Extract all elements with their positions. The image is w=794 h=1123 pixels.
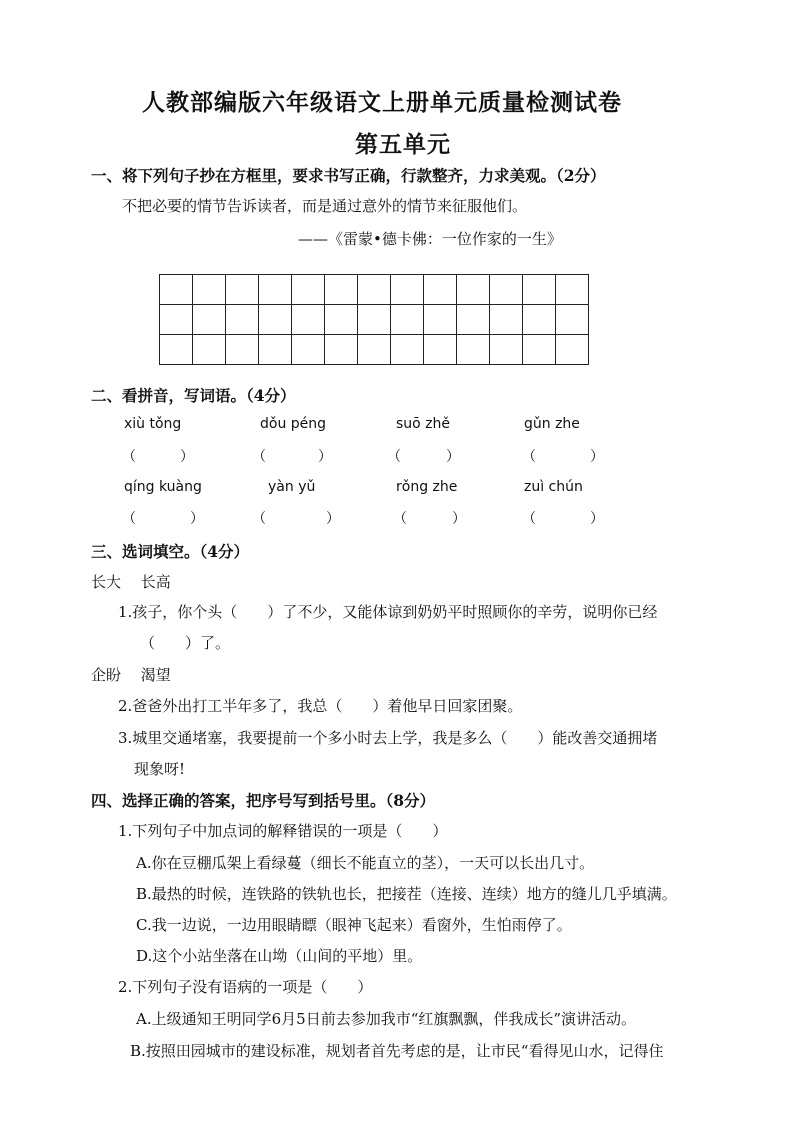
option-4-1-b: B.最热的时候，连铁路的铁轨也长，把接茬（连接、连续）地方的缝儿几乎填满。	[136, 885, 677, 903]
answer-bracket-right: ）	[190, 511, 204, 527]
grid-cell[interactable]	[226, 305, 259, 335]
answer-bracket-right: ）	[590, 449, 604, 465]
option-4-1-c: C.我一边说，一边用眼睛瞟（眼神飞起来）看窗外，生怕雨停了。	[136, 916, 572, 934]
page-title: 人教部编版六年级语文上册单元质量检测试卷	[142, 89, 622, 116]
section-4-heading: 四、选择正确的答案，把序号写到括号里。（8分）	[91, 791, 436, 810]
grid-cell[interactable]	[523, 275, 556, 305]
word-choices-1: 长大 长高	[91, 573, 171, 591]
grid-cell[interactable]	[556, 335, 589, 365]
grid-cell[interactable]	[424, 335, 457, 365]
answer-bracket-left: （	[387, 449, 401, 465]
pinyin-xiutong: xiù tǒng	[124, 416, 182, 432]
sentence-source: ——《雷蒙•德卡佛：一位作家的一生》	[298, 230, 562, 248]
grid-cell[interactable]	[358, 335, 391, 365]
answer-bracket-right: ）	[318, 449, 332, 465]
answer-bracket-left: （	[122, 511, 136, 527]
question-3-3-line-2: 现象呀!	[134, 760, 186, 778]
writing-grid[interactable]	[159, 274, 589, 365]
grid-cell[interactable]	[259, 335, 292, 365]
answer-bracket-left: （	[122, 449, 136, 465]
grid-cell[interactable]	[193, 275, 226, 305]
grid-cell[interactable]	[490, 275, 523, 305]
grid-cell[interactable]	[226, 335, 259, 365]
pinyin-rongzhe: rǒng zhe	[396, 479, 458, 495]
grid-row	[160, 305, 589, 335]
grid-cell[interactable]	[292, 305, 325, 335]
grid-cell[interactable]	[259, 275, 292, 305]
grid-cell[interactable]	[523, 305, 556, 335]
pinyin-yanyu: yàn yǔ	[268, 479, 316, 495]
pinyin-gunzhe: gǔn zhe	[524, 416, 580, 432]
answer-bracket-right: ）	[326, 511, 340, 527]
grid-cell[interactable]	[259, 305, 292, 335]
grid-cell[interactable]	[391, 335, 424, 365]
grid-cell[interactable]	[160, 335, 193, 365]
copy-sentence: 不把必要的情节告诉读者，而是通过意外的情节来征服他们。	[122, 197, 528, 215]
grid-cell[interactable]	[325, 335, 358, 365]
answer-bracket-right: ）	[446, 449, 460, 465]
pinyin-doupeng: dǒu péng	[260, 416, 327, 432]
question-3-1-line-2: （ ）了。	[140, 634, 231, 652]
grid-cell[interactable]	[292, 335, 325, 365]
pinyin-zuichun: zuì chún	[524, 479, 583, 495]
grid-cell[interactable]	[457, 335, 490, 365]
section-3-heading: 三、选词填空。（4分）	[91, 542, 250, 561]
answer-bracket-right: ）	[590, 511, 604, 527]
answer-bracket-left: （	[393, 511, 407, 527]
section-2-heading: 二、看拼音，写词语。（4分）	[91, 386, 296, 405]
grid-cell[interactable]	[193, 305, 226, 335]
question-4-2: 2.下列句子没有语病的一项是（ ）	[118, 978, 373, 996]
answer-bracket-left: （	[252, 511, 266, 527]
answer-bracket-right: ）	[180, 449, 194, 465]
grid-cell[interactable]	[523, 335, 556, 365]
grid-cell[interactable]	[226, 275, 259, 305]
unit-title: 第五单元	[355, 131, 451, 158]
pinyin-suozhe: suō zhě	[396, 416, 451, 432]
grid-cell[interactable]	[457, 275, 490, 305]
grid-cell[interactable]	[292, 275, 325, 305]
grid-cell[interactable]	[358, 275, 391, 305]
answer-bracket-left: （	[252, 449, 266, 465]
grid-cell[interactable]	[160, 305, 193, 335]
grid-cell[interactable]	[457, 305, 490, 335]
grid-cell[interactable]	[490, 305, 523, 335]
grid-cell[interactable]	[325, 275, 358, 305]
grid-cell[interactable]	[391, 305, 424, 335]
option-4-1-a: A.你在豆棚瓜架上看绿蔓（细长不能直立的茎），一天可以长出几寸。	[136, 854, 595, 872]
question-4-1: 1.下列句子中加点词的解释错误的一项是（ ）	[118, 822, 448, 840]
question-3-1-line-1: 1.孩子，你个头（ ）了不少，又能体谅到奶奶平时照顾你的辛劳，说明你已经	[118, 603, 658, 621]
grid-cell[interactable]	[490, 335, 523, 365]
answer-bracket-left: （	[522, 449, 536, 465]
grid-cell[interactable]	[325, 305, 358, 335]
option-4-1-d: D.这个小站坐落在山坳（山间的平地）里。	[136, 947, 423, 965]
grid-cell[interactable]	[556, 305, 589, 335]
grid-cell[interactable]	[424, 275, 457, 305]
question-3-3-line-1: 3.城里交通堵塞，我要提前一个多小时去上学，我是多么（ ）能改善交通拥堵	[118, 729, 658, 747]
option-4-2-a: A.上级通知王明同学6月5日前去参加我市“红旗飘飘，伴我成长”演讲活动。	[136, 1010, 637, 1028]
grid-cell[interactable]	[391, 275, 424, 305]
grid-cell[interactable]	[424, 305, 457, 335]
grid-row	[160, 275, 589, 305]
grid-cell[interactable]	[358, 305, 391, 335]
pinyin-qingkuang: qíng kuàng	[124, 479, 202, 495]
grid-row	[160, 335, 589, 365]
answer-bracket-left: （	[522, 511, 536, 527]
grid-cell[interactable]	[556, 275, 589, 305]
grid-cell[interactable]	[160, 275, 193, 305]
section-1-heading: 一、将下列句子抄在方框里，要求书写正确，行款整齐，力求美观。（2分）	[91, 166, 606, 185]
question-3-2: 2.爸爸外出打工半年多了，我总（ ）着他早日回家团聚。	[118, 697, 523, 715]
grid-cell[interactable]	[193, 335, 226, 365]
word-choices-2: 企盼 渴望	[91, 666, 171, 684]
answer-bracket-right: ）	[452, 511, 466, 527]
option-4-2-b: B.按照田园城市的建设标准，规划者首先考虑的是，让市民“看得见山水，记得住	[130, 1042, 664, 1060]
